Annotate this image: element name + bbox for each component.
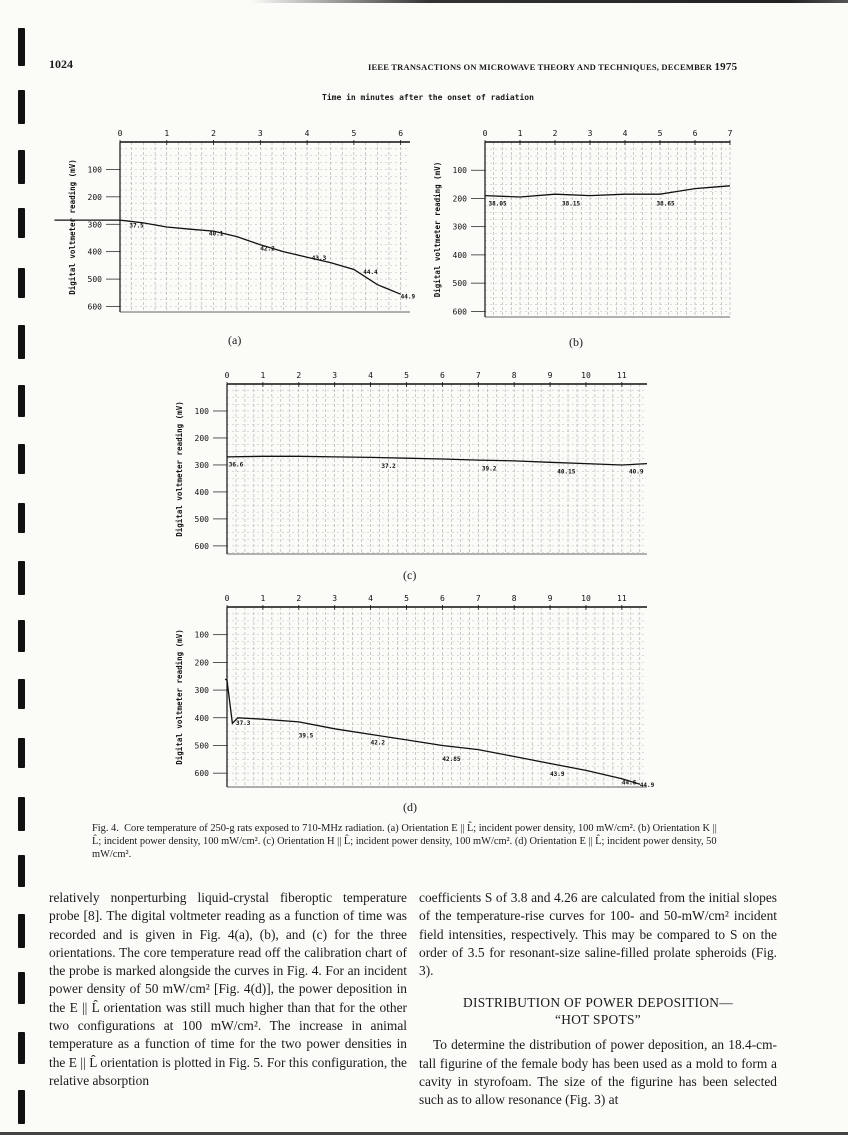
x-tick-label: 8 (511, 594, 517, 603)
data-label: 39.2 (481, 465, 497, 473)
x-tick-label: 0 (482, 129, 488, 138)
binding-mark (18, 1032, 25, 1064)
x-tick-label: 1 (260, 371, 266, 380)
paragraph: relatively nonperturbing liquid-crystal fiberoptic temperature probe [8]. The digital voltmeter reading as a function of time was recorded and is given in Fig. 4(a), (b), and (c) for the three orientations. The core temperature read off the calibration chart of the probe is marked alongside the curves in Fig. 4. For an incident power density of 50 mW/cm² [Fig. 4(d)], the power deposition in the E || L̂ orientation was still much higher than that for the other two configurations at 100 mW/cm². The increase in animal temperature as a function of time for the two power densities in the E || L̂ orientation is plotted in Fig. 5. For this configuration, the relative absorption (49, 890, 407, 1088)
data-label: 43.3 (311, 255, 327, 263)
running-head (368, 61, 737, 73)
binding-mark (18, 208, 25, 238)
x-tick-label: 2 (211, 129, 216, 138)
binding-mark (18, 914, 25, 948)
data-label: 40.1 (208, 230, 224, 238)
x-tick-label: 11 (617, 594, 627, 603)
y-axis-label: Digital voltmeter reading (mV) (175, 401, 184, 537)
y-tick-label: 400 (87, 247, 102, 257)
binding-mark (18, 797, 25, 831)
x-tick-label: 0 (117, 129, 123, 138)
binding-mark (18, 90, 25, 124)
binding-mark (18, 503, 25, 533)
y-tick-label: 400 (194, 487, 209, 497)
binding-mark (18, 28, 25, 66)
y-tick-label: 300 (87, 220, 102, 230)
y-tick-label: 200 (452, 194, 467, 204)
x-tick-label: 10 (581, 594, 591, 603)
x-tick-label: 8 (511, 371, 517, 380)
x-tick-label: 9 (547, 594, 553, 603)
panel-label-b: (b) (569, 335, 583, 349)
binding-mark (18, 150, 25, 184)
x-tick-label: 2 (552, 129, 558, 138)
x-tick-label: 0 (224, 371, 230, 380)
binding-mark (18, 268, 25, 298)
x-tick-label: 6 (692, 129, 698, 138)
y-tick-label: 600 (452, 307, 467, 317)
y-tick-label: 300 (452, 222, 467, 232)
scan-edge (250, 0, 848, 3)
binding-mark (18, 561, 25, 595)
page-number: 1024 (49, 57, 73, 71)
body-left-column (49, 889, 407, 1090)
data-label: 39.5 (298, 732, 314, 740)
x-tick-label: 7 (727, 129, 733, 138)
x-tick-label: 10 (581, 371, 591, 380)
caption-text: Core temperature of 250-g rats exposed to 710-MHz radiation. (a) Orientation E || L̂; incident power density, 100 mW/cm². (b) Orientation K || L̂; incident power density, 100 mW/cm². (c) Orientation H || L̂; incident power density, 100 mW/cm². (d) Orientation E || L̂; incident power density, 50 mW/cm². (92, 823, 717, 860)
chart-panel-b (420, 120, 740, 330)
binding-mark (18, 444, 25, 474)
x-tick-label: 6 (439, 371, 445, 380)
y-tick-label: 500 (194, 741, 209, 751)
data-label: 37.2 (381, 462, 396, 470)
x-tick-label: 9 (547, 371, 553, 380)
section-heading-line: DISTRIBUTION OF POWER DEPOSITION— (463, 995, 733, 1011)
chart-grid (227, 607, 647, 787)
y-tick-label: 200 (87, 192, 102, 202)
chart-panel-c (165, 362, 655, 562)
y-tick-label: 100 (452, 166, 467, 176)
x-tick-label: 11 (617, 371, 627, 380)
y-tick-label: 300 (194, 686, 209, 696)
x-tick-label: 7 (475, 594, 481, 603)
y-tick-label: 400 (194, 713, 209, 723)
data-label: 37.5 (129, 222, 144, 230)
chart-grid (227, 384, 647, 554)
section-heading-line: “HOT SPOTS” (554, 1012, 641, 1028)
data-label: 43.9 (550, 771, 565, 779)
data-label: 40.9 (629, 468, 644, 476)
panel-label-a: (a) (228, 333, 242, 347)
y-axis-label: Digital voltmeter reading (mV) (68, 159, 77, 295)
x-tick-label: 2 (296, 594, 302, 603)
figure-top-title: Time in minutes after the onset of radiation (322, 93, 534, 102)
x-tick-label: 3 (587, 129, 593, 138)
panel-label-d: (d) (403, 800, 417, 814)
x-tick-label: 7 (475, 371, 481, 380)
x-tick-label: 2 (296, 371, 302, 380)
binding-mark (18, 1090, 25, 1124)
series-line (55, 220, 401, 294)
y-tick-label: 600 (194, 541, 209, 551)
chart-panel-d (165, 585, 655, 795)
x-tick-label: 5 (404, 371, 409, 380)
binding-mark (18, 972, 25, 1004)
paragraph: coefficients S of 3.8 and 4.26 are calculated from the initial slopes of the temperature-rise curves for 100- and 50-mW/cm² incident field intensities, respectively. This may be compared to S on the order of 3.5 for resonant-size saline-filled prolate spheroids (Fig. 3). (419, 890, 777, 979)
y-tick-label: 500 (452, 279, 467, 289)
y-tick-label: 200 (194, 433, 209, 443)
data-label: 44.4 (363, 268, 378, 276)
y-axis-label: Digital voltmeter reading (mV) (175, 629, 184, 765)
y-tick-label: 100 (87, 165, 102, 175)
y-tick-label: 100 (194, 406, 209, 416)
y-tick-label: 500 (194, 514, 209, 524)
chart-grid (485, 142, 730, 317)
binding-mark (18, 855, 25, 887)
x-tick-label: 5 (404, 594, 409, 603)
data-label: 38.15 (562, 200, 581, 208)
x-tick-label: 3 (257, 129, 263, 138)
y-tick-label: 100 (194, 630, 209, 640)
x-tick-label: 5 (657, 129, 663, 138)
body-right-column (419, 889, 777, 1110)
data-label: 38.05 (488, 200, 507, 208)
data-label: 40.15 (557, 468, 576, 476)
x-tick-label: 1 (260, 594, 266, 603)
x-tick-label: 4 (368, 371, 374, 380)
x-tick-label: 1 (517, 129, 523, 138)
data-label: 42.2 (260, 245, 275, 253)
caption-label: Fig. 4. (92, 823, 119, 834)
data-label: 42.85 (442, 755, 461, 763)
x-tick-label: 4 (304, 129, 310, 138)
data-label: 44.9 (639, 782, 655, 790)
paragraph: To determine the distribution of power deposition, an 18.4-cm-tall figurine of the female body has been used as a mold to form a cavity in styrofoam. The size of the figurine has been selected such as to allow resonance (Fig. 3) at (419, 1037, 777, 1108)
chart-panel-a (70, 120, 420, 330)
data-label: 44.6 (621, 779, 637, 787)
binding-mark (18, 325, 25, 359)
data-label: 42.2 (370, 739, 386, 747)
y-tick-label: 200 (194, 658, 209, 668)
section-heading (419, 994, 777, 1028)
x-tick-label: 6 (398, 129, 404, 138)
journal-year: 1975 (714, 61, 738, 73)
data-label: 36.6 (228, 461, 244, 469)
data-label: 38.65 (656, 200, 675, 208)
binding-mark (18, 738, 25, 768)
data-label: 44.9 (400, 293, 416, 301)
binding-mark (18, 385, 25, 417)
x-tick-label: 6 (439, 594, 445, 603)
y-axis-label: Digital voltmeter reading (mV) (433, 161, 442, 298)
y-tick-label: 300 (194, 460, 209, 470)
y-tick-label: 400 (452, 250, 467, 260)
x-tick-label: 3 (332, 371, 338, 380)
x-tick-label: 4 (622, 129, 628, 138)
x-tick-label: 4 (368, 594, 374, 603)
x-tick-label: 5 (351, 129, 357, 138)
y-tick-label: 600 (87, 302, 102, 312)
x-tick-label: 0 (224, 594, 230, 603)
figure-caption (92, 822, 722, 861)
journal-title: IEEE TRANSACTIONS ON MICROWAVE THEORY AND TECHNIQUES, DECEMBER (368, 62, 713, 72)
panel-label-c: (c) (403, 568, 417, 582)
y-tick-label: 600 (194, 769, 209, 779)
y-tick-label: 500 (87, 275, 102, 285)
binding-mark (18, 679, 25, 709)
binding-mark (18, 620, 25, 652)
x-tick-label: 1 (164, 129, 170, 138)
x-tick-label: 3 (332, 594, 338, 603)
data-label: 37.3 (235, 719, 251, 727)
